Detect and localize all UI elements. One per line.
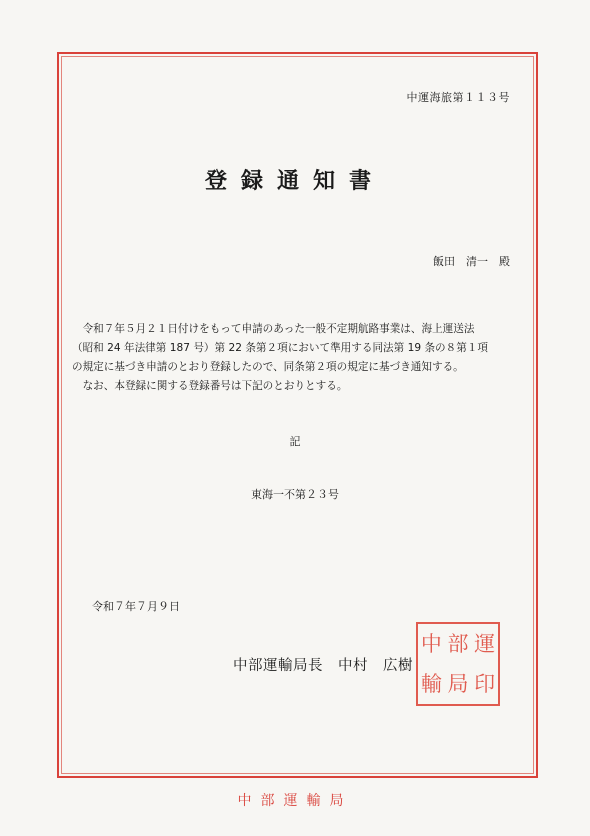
issue-date: 令和７年７月９日	[92, 600, 180, 613]
body-line: の規定に基づき申請のとおり登録したので、同条第２項の規定に基づき通知する。	[72, 361, 464, 373]
body-line: （昭和 24 年法律第 187 号）第 22 条第２項において準用する同法第 19 条の８第１項	[72, 342, 489, 354]
addressee: 飯田 清一 殿	[433, 255, 510, 268]
seal-char: 局	[447, 671, 469, 696]
document-title: 登録通知書	[204, 169, 385, 194]
ki-heading: 記	[289, 435, 301, 448]
document-number: 中運海旅第１１３号	[406, 91, 510, 104]
signer: 中部運輸局長 中村 広樹	[233, 658, 413, 674]
seal-char: 部	[447, 631, 469, 656]
seal-char: 印	[474, 671, 496, 696]
seal-char: 中	[420, 631, 442, 656]
seal-char: 輸	[420, 671, 442, 696]
seal-char: 運	[474, 631, 496, 656]
footer-bureau: 中部運輸局	[237, 793, 353, 809]
body-line: なお、本登録に関する登録番号は下記のとおりとする。	[72, 380, 348, 392]
body-text	[72, 320, 522, 396]
body-line: 令和７年５月２１日付けをもって申請のあった一般不定期航路事業は、海上運送法	[72, 323, 475, 335]
registration-number: 東海一不第２３号	[251, 488, 339, 501]
official-seal	[416, 622, 500, 706]
